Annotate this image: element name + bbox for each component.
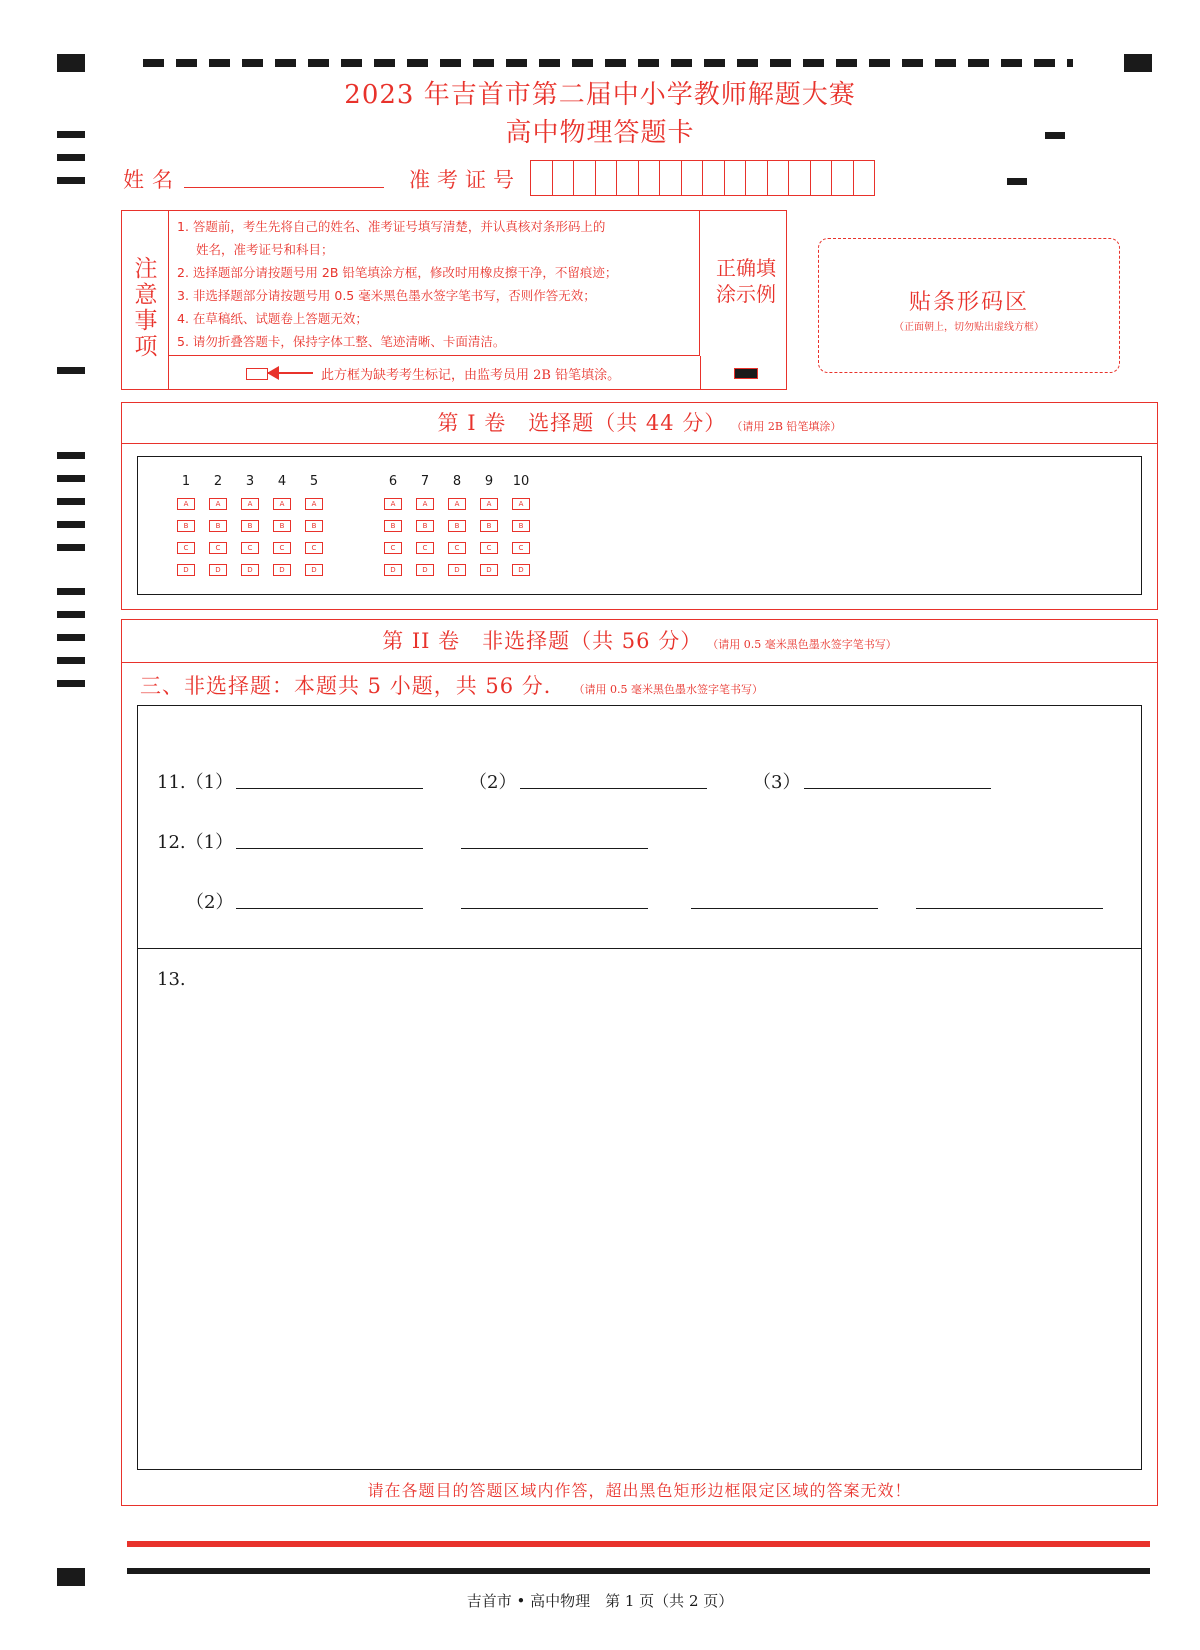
top-dashed-line: [143, 59, 1073, 67]
section1-header: [122, 403, 1157, 444]
question-number: 5: [309, 474, 319, 489]
id-digit-cell[interactable]: [553, 161, 575, 195]
id-digit-cell[interactable]: [639, 161, 661, 195]
answer-box-11-12: [137, 705, 1142, 949]
notice-item: 2. 选择题部分请按题号用 2B 铅笔填涂方框，修改时用橡皮擦干净，不留痕迹；: [177, 265, 618, 280]
option-bubble-a[interactable]: A: [241, 498, 259, 510]
option-bubble-b[interactable]: B: [416, 520, 434, 532]
section2-header: [122, 620, 1157, 663]
section2-subtitle-text: 三、非选择题：本题共 5 小题，共 56 分．: [140, 674, 566, 698]
id-digit-cell[interactable]: [682, 161, 704, 195]
option-bubble-c[interactable]: C: [305, 542, 323, 554]
q11-2-answer-line[interactable]: [520, 788, 707, 789]
question-number: 10: [512, 474, 530, 489]
option-bubble-a[interactable]: A: [480, 498, 498, 510]
notice-items: [169, 211, 700, 356]
fill-example-title: 正确填涂示例: [716, 256, 776, 306]
name-field[interactable]: [184, 187, 384, 188]
q11-1-answer-line[interactable]: [236, 788, 423, 789]
question-number: 9: [484, 474, 494, 489]
timing-mark: [57, 680, 85, 687]
id-digit-cell[interactable]: [596, 161, 618, 195]
section1-title: 第 I 卷 选择题（共 44 分）: [437, 411, 727, 435]
q13-label: 13.: [157, 969, 186, 990]
option-bubble-b[interactable]: B: [273, 520, 291, 532]
id-digit-cell[interactable]: [854, 161, 875, 195]
id-digit-cell[interactable]: [746, 161, 768, 195]
question-number: 6: [388, 474, 398, 489]
timing-mark: [1007, 178, 1027, 185]
timing-mark: [57, 611, 85, 618]
notice-item: 5. 请勿折叠答题卡，保持字体工整、笔迹清晰、卡面清洁。: [177, 334, 506, 349]
option-bubble-d[interactable]: D: [384, 564, 402, 576]
id-digit-cell[interactable]: [531, 161, 553, 195]
question-number: 2: [213, 474, 223, 489]
fill-example: [702, 211, 786, 389]
absent-mark-row: [169, 356, 701, 389]
option-bubble-a[interactable]: A: [305, 498, 323, 510]
barcode-title: 贴条形码区: [908, 290, 1029, 315]
notice-item: 姓名，准考证号和科目；: [196, 242, 334, 257]
notice-item: 1. 答题前，考生先将自己的姓名、准考证号填写清楚，并认真核对条形码上的: [177, 219, 606, 234]
id-digit-cell[interactable]: [811, 161, 833, 195]
arrow-line: [268, 372, 313, 374]
page-footer: 吉首市 • 高中物理 第 1 页（共 2 页）: [466, 1592, 734, 1610]
page-title: 2023 年吉首市第二届中小学教师解题大赛: [344, 80, 856, 110]
option-bubble-b[interactable]: B: [384, 520, 402, 532]
absent-mark-box[interactable]: [246, 368, 268, 380]
id-digit-cell[interactable]: [768, 161, 790, 195]
section-free-response: [121, 619, 1158, 1506]
timing-mark: [57, 544, 85, 551]
question-number: 7: [420, 474, 430, 489]
id-digit-cell[interactable]: [574, 161, 596, 195]
option-bubble-c[interactable]: C: [448, 542, 466, 554]
option-bubble-c[interactable]: C: [512, 542, 530, 554]
option-bubble-d[interactable]: D: [177, 564, 195, 576]
option-bubble-d[interactable]: D: [273, 564, 291, 576]
option-bubble-c[interactable]: C: [384, 542, 402, 554]
timing-mark: [57, 498, 85, 505]
section2-title: 第 II 卷 非选择题（共 56 分）: [382, 629, 703, 653]
footer-black-bar: [127, 1568, 1150, 1574]
option-bubble-a[interactable]: A: [448, 498, 466, 510]
filled-bubble-icon: [734, 368, 758, 379]
question-number: 8: [452, 474, 462, 489]
notice-item: 4. 在草稿纸、试题卷上答题无效；: [177, 311, 368, 326]
timing-mark: [57, 657, 85, 664]
notice-item: 3. 非选择题部分请按题号用 0.5 毫米黑色墨水签字笔书写，否则作答无效；: [177, 288, 596, 303]
q12-2-answer-line-a[interactable]: [236, 908, 423, 909]
id-digit-cell[interactable]: [725, 161, 747, 195]
option-bubble-c[interactable]: C: [241, 542, 259, 554]
answer-area-warning: 请在各题目的答题区域内作答，超出黑色矩形边框限定区域的答案无效！: [367, 1481, 912, 1500]
timing-mark: [57, 634, 85, 641]
option-bubble-b[interactable]: B: [241, 520, 259, 532]
option-bubble-d[interactable]: D: [241, 564, 259, 576]
section2-subtitle: [140, 670, 763, 700]
option-bubble-d[interactable]: D: [305, 564, 323, 576]
q12-2-label: （2）: [186, 892, 234, 913]
answer-box-13[interactable]: [137, 948, 1142, 1470]
q12-2-answer-line-d[interactable]: [916, 908, 1103, 909]
notice-title-column: [122, 211, 169, 389]
option-bubble-d[interactable]: D: [448, 564, 466, 576]
id-digit-cell[interactable]: [660, 161, 682, 195]
option-bubble-c[interactable]: C: [480, 542, 498, 554]
option-bubble-c[interactable]: C: [273, 542, 291, 554]
absent-note: 此方框为缺考考生标记，由监考员用 2B 铅笔填涂。: [321, 368, 621, 383]
option-bubble-d[interactable]: D: [512, 564, 530, 576]
option-bubble-d[interactable]: D: [209, 564, 227, 576]
option-bubble-c[interactable]: C: [177, 542, 195, 554]
q11-3-label: （3）: [753, 772, 801, 793]
option-bubble-a[interactable]: A: [273, 498, 291, 510]
timing-mark: [57, 521, 85, 528]
timing-mark: [57, 177, 85, 184]
q12-1-answer-line-a[interactable]: [236, 848, 423, 849]
q12-1-answer-line-b[interactable]: [461, 848, 648, 849]
q11-2-label: （2）: [469, 772, 517, 793]
section2-subnote: （请用 0.5 毫米黑色墨水签字笔书写）: [573, 683, 763, 696]
timing-mark: [57, 452, 85, 459]
option-bubble-b[interactable]: B: [305, 520, 323, 532]
option-bubble-d[interactable]: D: [416, 564, 434, 576]
timing-mark: [57, 154, 85, 161]
notice-title: 注意事项: [134, 256, 158, 360]
option-bubble-a[interactable]: A: [209, 498, 227, 510]
barcode-note: （正面朝上，切勿贴出虚线方框）: [894, 322, 1044, 333]
q12-2-answer-line-c[interactable]: [691, 908, 878, 909]
timing-mark: [57, 588, 85, 595]
timing-mark-top-left: [57, 54, 85, 72]
option-bubble-a[interactable]: A: [177, 498, 195, 510]
id-label: 准考证号: [409, 168, 521, 192]
option-bubble-b[interactable]: B: [512, 520, 530, 532]
id-digit-cell[interactable]: [617, 161, 639, 195]
q12-2-answer-line-b[interactable]: [461, 908, 648, 909]
timing-mark-bottom-left: [57, 1568, 85, 1586]
timing-mark: [57, 475, 85, 482]
id-digit-cell[interactable]: [703, 161, 725, 195]
choice-grid: [137, 456, 1142, 595]
page-subtitle: 高中物理答题卡: [505, 118, 695, 148]
option-bubble-c[interactable]: C: [209, 542, 227, 554]
option-bubble-b[interactable]: B: [480, 520, 498, 532]
option-bubble-a[interactable]: A: [416, 498, 434, 510]
footer-red-bar: [127, 1541, 1150, 1547]
option-bubble-b[interactable]: B: [177, 520, 195, 532]
id-digit-cell[interactable]: [789, 161, 811, 195]
option-bubble-a[interactable]: A: [384, 498, 402, 510]
option-bubble-b[interactable]: B: [209, 520, 227, 532]
question-number: 1: [181, 474, 191, 489]
question-number: 3: [245, 474, 255, 489]
timing-mark-top-right: [1124, 54, 1152, 72]
name-label: 姓名: [123, 168, 181, 192]
q11-3-answer-line[interactable]: [804, 788, 991, 789]
option-bubble-c[interactable]: C: [416, 542, 434, 554]
q12-label: 12.（1）: [157, 832, 234, 853]
option-bubble-b[interactable]: B: [448, 520, 466, 532]
barcode-area: [818, 238, 1120, 373]
id-digit-cell[interactable]: [832, 161, 854, 195]
option-bubble-a[interactable]: A: [512, 498, 530, 510]
notice-box: [121, 210, 787, 390]
section-multiple-choice: [121, 402, 1158, 610]
q11-label: 11.（1）: [157, 772, 234, 793]
section1-note: （请用 2B 铅笔填涂）: [731, 420, 842, 433]
timing-mark: [57, 367, 85, 374]
question-number: 4: [277, 474, 287, 489]
id-number-grid[interactable]: [530, 160, 875, 196]
option-bubble-d[interactable]: D: [480, 564, 498, 576]
section2-note: （请用 0.5 毫米黑色墨水签字笔书写）: [707, 638, 897, 651]
